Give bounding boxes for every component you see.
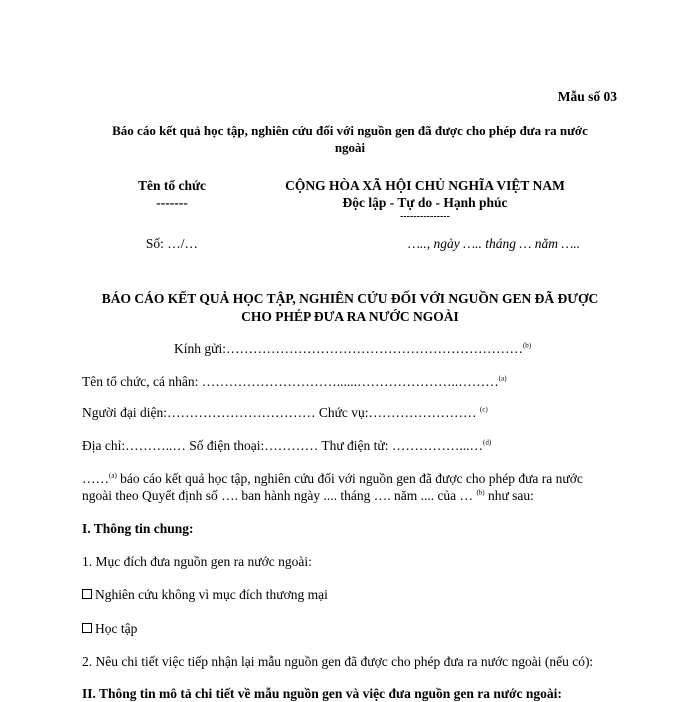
organization-field (82, 374, 507, 390)
recipient-field (174, 341, 531, 357)
representative-field (82, 405, 488, 421)
paragraph-text1: báo cáo kết quả học tập, nghiên cứu đối với nguồn gen đã được cho phép đưa ra nước (116, 471, 583, 486)
representative-note: (c) (479, 405, 488, 414)
report-paragraph-line1 (82, 471, 583, 487)
main-title-line1: BÁO CÁO KẾT QUẢ HỌC TẬP, NGHIÊN CỨU ĐỐI VỚI NGUỒN GEN ĐÃ ĐƯỢC (101, 291, 599, 306)
option-research[interactable] (82, 587, 328, 603)
organization-note: (a) (498, 374, 507, 383)
nation-name: CỘNG HÒA XÃ HỘI CHỦ NGHĨA VIỆT NAM (285, 178, 565, 193)
option-study[interactable] (82, 621, 137, 637)
paragraph-text3: như sau: (484, 488, 534, 503)
item1-text: 1. Mục đích đưa nguồn gen ra nước ngoài: (82, 554, 312, 569)
main-title-line2: CHO PHÉP ĐƯA RA NƯỚC NGOÀI (241, 309, 459, 324)
recipient-text: Kính gửi:………………………………………………………… (174, 341, 523, 356)
org-label: Tên tổ chức (137, 178, 207, 193)
paragraph-note-b: (b) (476, 488, 485, 497)
paragraph-text2: ngoài theo Quyết định số …. ban hành ngày .... tháng …. năm .... của … (82, 488, 477, 503)
form-number: Mẫu số 03 (557, 89, 617, 104)
section1-heading: I. Thông tin chung: (82, 521, 194, 536)
address-text: Địa chỉ:………..… Số điện thoại:………… Thư điện tử: ……………...… (82, 438, 483, 453)
item2-text: 2. Nêu chi tiết việc tiếp nhận lại mẫu nguồn gen đã được cho phép đưa ra nước ngoài (nếu có): (82, 654, 594, 669)
checkbox-study[interactable] (82, 623, 92, 633)
option-study-label: Học tập (95, 621, 138, 636)
date-line: ….., ngày ….. tháng … năm ….. (408, 236, 581, 251)
document-number: Số: …/… (145, 236, 199, 251)
paragraph-lead: …… (82, 471, 109, 486)
top-title-line1: Báo cáo kết quả học tập, nghiên cứu đối với nguồn gen đã được cho phép đưa ra nước (112, 123, 588, 138)
section2-heading: II. Thông tin mô tả chi tiết về mẫu nguồn gen và việc đưa nguồn gen ra nước ngoài: (82, 686, 562, 701)
report-paragraph-line2 (82, 488, 534, 504)
address-note: (d) (483, 438, 492, 447)
checkbox-research[interactable] (82, 589, 92, 599)
top-title-line2: ngoài (334, 140, 366, 155)
org-dashes: ------- (156, 195, 188, 210)
organization-text: Tên tổ chức, cá nhân: …………………………......…………………..……… (82, 374, 499, 389)
address-field (82, 438, 491, 454)
recipient-note: (b) (522, 341, 532, 350)
paragraph-note-a: (a) (109, 471, 117, 480)
option-research-label: Nghiên cứu không vì mục đích thương mại (95, 587, 328, 602)
motto: Độc lập - Tự do - Hạnh phúc (342, 195, 508, 210)
representative-text: Người đại diện:…………………………… Chức vụ:…………………… (82, 405, 477, 420)
motto-dashes: --------------- (400, 211, 450, 222)
